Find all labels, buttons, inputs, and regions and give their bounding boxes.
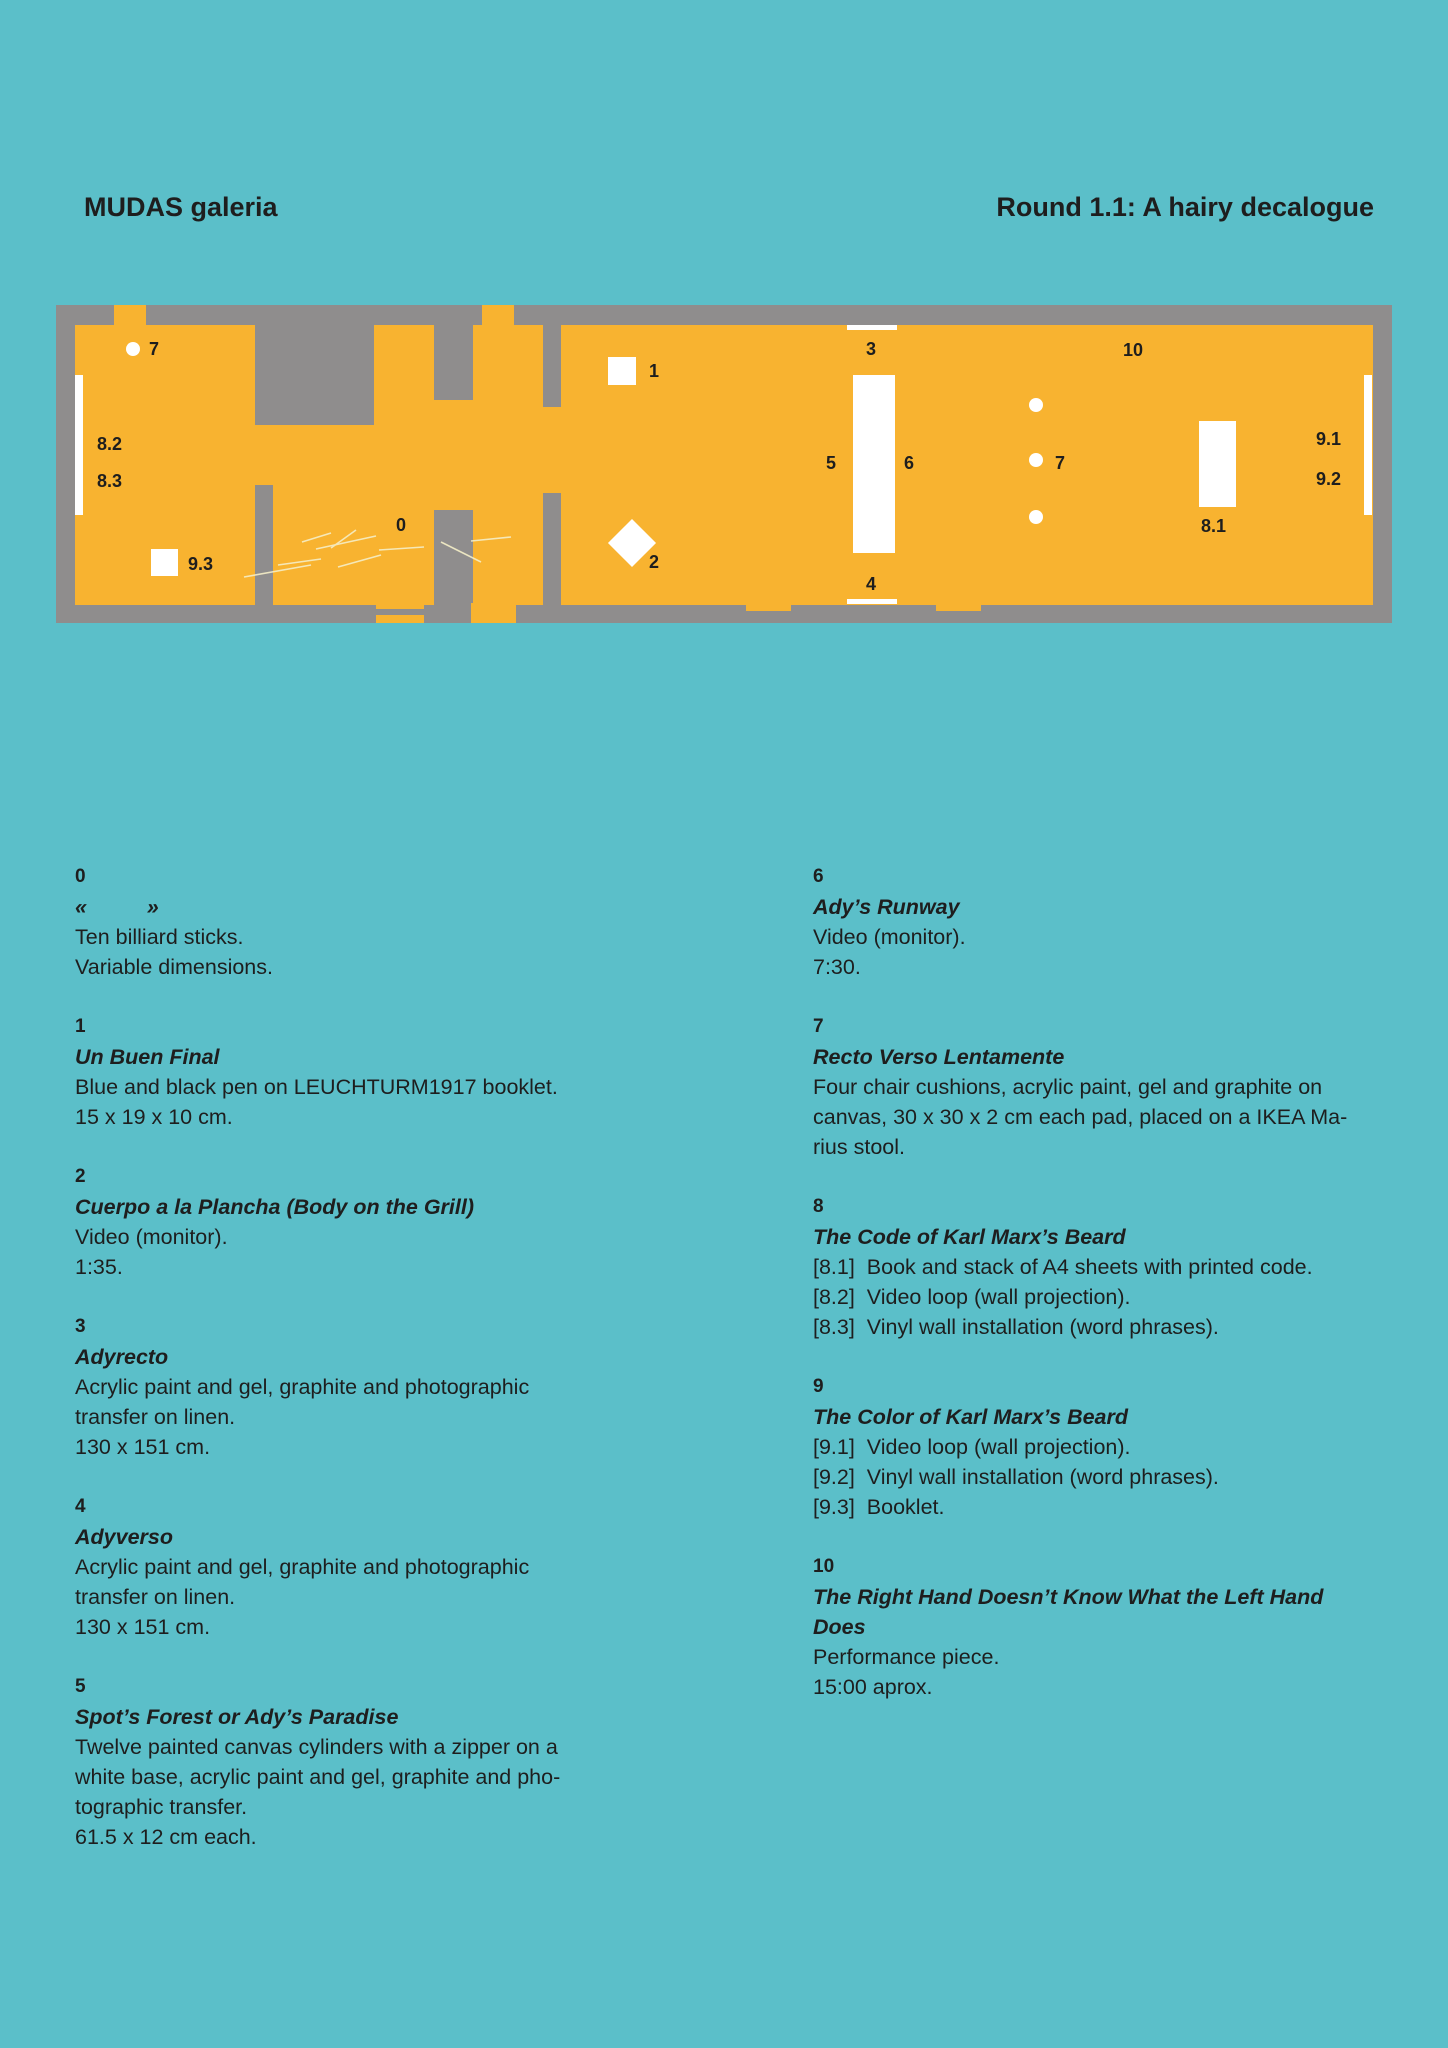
label-1: 1 [649, 361, 660, 381]
work-detail-line: canvas, 30 x 30 x 2 cm each pad, placed on a IKEA Ma- [813, 1105, 1348, 1129]
work-title: « » [75, 895, 159, 919]
work-entry [75, 1012, 635, 1132]
gallery-name: MUDAS galeria [84, 192, 278, 222]
work-title: The Right Hand Doesn’t Know What the Left Hand Does [813, 1585, 1330, 1639]
label-8-2: 8.2 [97, 434, 123, 454]
work-title: The Code of Karl Marx’s Beard [813, 1225, 1126, 1249]
work-detail-line: transfer on linen. [75, 1585, 236, 1609]
work-title: Un Buen Final [75, 1045, 220, 1069]
work-entry [813, 1372, 1373, 1522]
work-entry [75, 1312, 635, 1462]
label-5: 5 [826, 453, 837, 473]
work-title: Spot’s Forest or Ady’s Paradise [75, 1705, 399, 1729]
work-detail-line: [9.2] Vinyl wall installation (word phrases). [813, 1465, 1219, 1489]
works-list-left [75, 862, 635, 1882]
work-number: 2 [75, 1166, 86, 1187]
work-number: 0 [75, 866, 86, 887]
label-8-1: 8.1 [1201, 516, 1227, 536]
label-8-3: 8.3 [97, 471, 123, 491]
work-title: Ady’s Runway [813, 895, 960, 919]
work-detail-line: 15:00 aprox. [813, 1675, 933, 1699]
work-detail-line: [8.3] Vinyl wall installation (word phrases). [813, 1315, 1219, 1339]
label-7a: 7 [149, 339, 160, 359]
exhibition-title: Round 1.1: A hairy decalogue [996, 192, 1374, 222]
work-title: Recto Verso Lentamente [813, 1045, 1065, 1069]
works-list-right [813, 862, 1373, 1732]
work-title: Adyrecto [75, 1345, 169, 1369]
work-detail-line: Blue and black pen on LEUCHTURM1917 booklet. [75, 1075, 558, 1099]
work-detail-line: [9.3] Booklet. [813, 1495, 945, 1519]
work-title: Cuerpo a la Plancha (Body on the Grill) [75, 1195, 474, 1219]
work-entry [75, 862, 635, 982]
cushion-b [1029, 453, 1043, 467]
work-detail-line: Acrylic paint and gel, graphite and photographic [75, 1375, 530, 1399]
work-detail-line: [8.2] Video loop (wall projection). [813, 1285, 1131, 1309]
label-6: 6 [904, 453, 915, 473]
work-number: 5 [75, 1676, 86, 1697]
work-detail-line: 7:30. [813, 955, 861, 979]
work-entry [813, 1012, 1373, 1162]
work-entry [75, 1492, 635, 1642]
work-number: 8 [813, 1196, 824, 1217]
work-number: 4 [75, 1496, 86, 1517]
work-number: 9 [813, 1376, 824, 1397]
work-number: 3 [75, 1316, 86, 1337]
work-title: The Color of Karl Marx’s Beard [813, 1405, 1129, 1429]
work-entry [813, 862, 1373, 982]
work-entry [813, 1552, 1373, 1702]
work-detail-line: tographic transfer. [75, 1795, 248, 1819]
runway-6 [853, 375, 895, 553]
label-10: 10 [1123, 340, 1144, 360]
label-0: 0 [396, 515, 407, 535]
label-4: 4 [866, 574, 877, 594]
work-detail-line: [8.1] Book and stack of A4 sheets with printed code. [813, 1255, 1313, 1279]
cushion-a [1029, 398, 1043, 412]
floor-plan [56, 305, 1392, 625]
work-detail-line: rius stool. [813, 1135, 906, 1159]
work-detail-line: Variable dimensions. [75, 955, 273, 979]
work-detail-line: Twelve painted canvas cylinders with a zipper on a [75, 1735, 558, 1759]
label-9-2: 9.2 [1316, 469, 1342, 489]
work-number: 10 [813, 1556, 835, 1577]
work-entry [75, 1162, 635, 1282]
cushion-c [1029, 510, 1043, 524]
work-detail-line: [9.1] Video loop (wall projection). [813, 1435, 1131, 1459]
piece-1 [608, 357, 636, 385]
work-number: 7 [813, 1016, 824, 1037]
label-9-1: 9.1 [1316, 429, 1342, 449]
work-detail-line: 130 x 151 cm. [75, 1435, 211, 1459]
work-title: Adyverso [75, 1525, 173, 1549]
work-detail-line: Video (monitor). [75, 1225, 228, 1249]
work-number: 6 [813, 866, 824, 887]
label-7b: 7 [1055, 453, 1066, 473]
booklet-9-3 [151, 549, 178, 576]
label-2: 2 [649, 552, 660, 572]
work-detail-line: 15 x 19 x 10 cm. [75, 1105, 233, 1129]
work-detail-line: transfer on linen. [75, 1405, 236, 1429]
work-detail-line: 130 x 151 cm. [75, 1615, 211, 1639]
work-entry [75, 1672, 635, 1852]
work-detail-line: Four chair cushions, acrylic paint, gel and graphite on [813, 1075, 1323, 1099]
work-detail-line: 1:35. [75, 1255, 123, 1279]
work-detail-line: white base, acrylic paint and gel, graphite and pho- [75, 1765, 561, 1789]
work-detail-line: Acrylic paint and gel, graphite and photographic [75, 1555, 530, 1579]
label-3: 3 [866, 339, 877, 359]
work-detail-line: 61.5 x 12 cm each. [75, 1825, 257, 1849]
work-number: 1 [75, 1016, 86, 1037]
work-detail-line: Performance piece. [813, 1645, 1000, 1669]
work-detail-line: Video (monitor). [813, 925, 966, 949]
label-9-3: 9.3 [188, 554, 214, 574]
book-8-1 [1199, 421, 1236, 507]
work-detail-line: Ten billiard sticks. [75, 925, 244, 949]
work-entry [813, 1192, 1373, 1342]
stool-7a [126, 342, 140, 356]
